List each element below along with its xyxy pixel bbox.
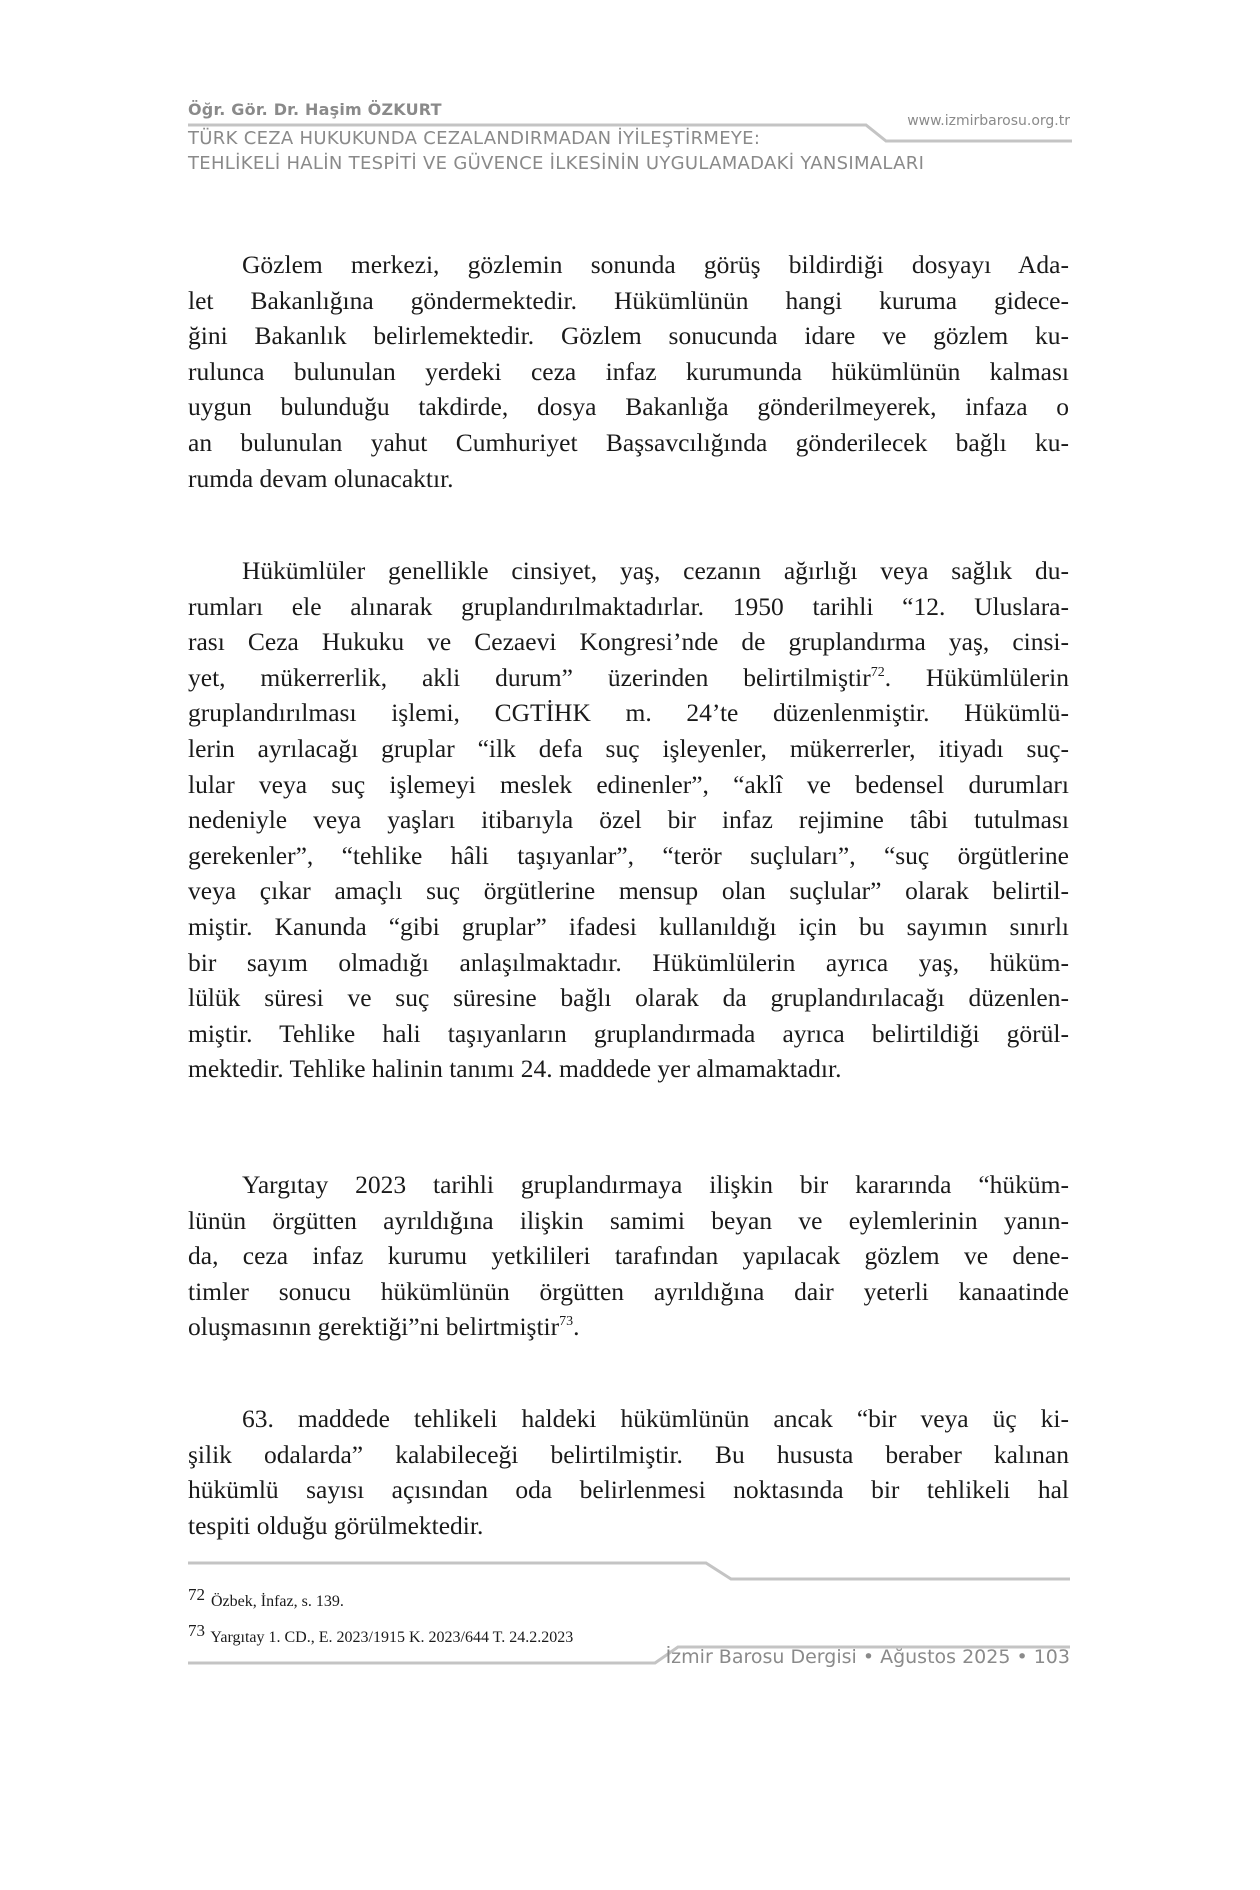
text-line: tespiti olduğu görülmektedir. [188, 1510, 484, 1540]
text-line: da, ceza infaz kurumu yetkilileri tarafından yapılacak gözlem ve dene- [188, 1241, 1069, 1271]
footnote-divider [188, 1563, 1070, 1579]
paragraph-2 [188, 553, 1069, 1087]
paragraph-1 [188, 247, 1069, 496]
text-line: nedeniyle veya yaşları itibarıyla özel bir infaz rejimine tâbi tutulması [188, 805, 1069, 835]
text-line: uygun bulunduğu takdirde, dosya Bakanlığa gönderilmeyerek, infaza o [188, 392, 1069, 422]
text-line: hükümlü sayısı açısından oda belirlenmesi noktasında bir tehlikeli hal [188, 1475, 1069, 1505]
text-line: şilik odalarda” kalabileceği belirtilmiştir. Bu hususta beraber kalınan [188, 1439, 1069, 1469]
text-segment: . Hükümlülerin [884, 662, 1069, 692]
text-line: rası Ceza Hukuku ve Cezaevi Kongresi’nde de gruplandırma yaş, cinsi- [188, 627, 1069, 657]
footnote-ref-73[interactable]: 73 [559, 1314, 574, 1330]
text-line: 63. maddede tehlikeli haldeki hükümlünün ancak “bir veya üç ki- [242, 1404, 1069, 1433]
text-line: lerin ayrılacağı gruplar “ilk defa suç işleyenler, mükerrerler, itiyadı suç- [188, 733, 1069, 763]
text-line: lünün örgütten ayrıldığına ilişkin samimi beyan ve eylemlerinin yanın- [188, 1205, 1069, 1235]
footnote-ref-72[interactable]: 72 [870, 664, 885, 680]
text-segment: . [573, 1312, 580, 1342]
header-title-line-1: TÜRK CEZA HUKUKUNDA CEZALANDIRMADAN İYİLEŞTİRMEYE: [188, 128, 761, 149]
text-line: miştir. Tehlike hali taşıyanların gruplandırmada ayrıca belirtildiği görül- [188, 1018, 1069, 1048]
text-line: veya çıkar amaçlı suç örgütlerine mensup olan suçlular” olarak belirtil- [188, 876, 1069, 906]
footnote-number: 73 [188, 1621, 205, 1640]
text-line: ğini Bakanlık belirlemektedir. Gözlem sonucunda idare ve gözlem ku- [188, 321, 1069, 351]
text-line: gruplandırılması işlemi, CGTİHK m. 24’te düzenlenmiştir. Hükümlü- [188, 698, 1069, 728]
text-line: miştir. Kanunda “gibi gruplar” ifadesi kullanıldığı için bu sayımın sınırlı [188, 911, 1069, 941]
text-segment: oluşmasının gerektiği”ni belirtmiştir [188, 1312, 560, 1342]
text-line: let Bakanlığına göndermektedir. Hükümlünün hangi kuruma gidece- [188, 285, 1069, 315]
page-footer: İzmir Barosu Dergisi • Ağustos 2025 • 103 [665, 1646, 1070, 1668]
header-website: www.izmirbarosu.org.tr [907, 113, 1070, 129]
text-line: bir sayım olmadığı anlaşılmaktadır. Hükümlülerin ayrıca yaş, hüküm- [188, 947, 1069, 977]
text-line: timler sonucu hükümlünün örgütten ayrıldığına dair yeterli kanaatinde [188, 1276, 1069, 1306]
text-line: rumda devam olunacaktır. [188, 463, 454, 493]
text-line: Gözlem merkezi, gözlemin sonunda görüş bildirdiği dosyayı Ada- [242, 250, 1069, 279]
footnote-number: 72 [188, 1585, 205, 1604]
text-line: lular veya suç işlemeyi meslek edinenler”, “aklî ve bedensel durumları [188, 769, 1069, 799]
footnote-text: Yargıtay 1. CD., E. 2023/1915 K. 2023/644 T. 24.2.2023 [210, 1629, 574, 1646]
footnote-72 [188, 1585, 344, 1611]
footnote-73 [188, 1621, 573, 1647]
text-line: mektedir. Tehlike halinin tanımı 24. maddede yer almamaktadır. [188, 1054, 842, 1084]
text-line: gerekenler”, “tehlike hâli taşıyanlar”, “terör suçluları”, “suç örgütlerine [188, 840, 1069, 870]
text-line-with-footnote [188, 660, 1069, 696]
text-line: Hükümlüler genellikle cinsiyet, yaş, cezanın ağırlığı veya sağlık du- [242, 556, 1069, 585]
text-line: an bulunulan yahut Cumhuriyet Başsavcılığında gönderilecek bağlı ku- [188, 427, 1069, 457]
text-line: rumları ele alınarak gruplandırılmaktadırlar. 1950 tarihli “12. Uluslara- [188, 591, 1069, 621]
footnote-text: Özbek, İnfaz, s. 139. [211, 1593, 344, 1610]
text-line: rulunca bulunulan yerdeki ceza infaz kurumunda hükümlünün kalması [188, 356, 1069, 386]
text-line-with-footnote [188, 1309, 1069, 1345]
text-segment: yet, mükerrerlik, akli durum” üzerinden belirtilmiştir [188, 662, 871, 692]
header-title-line-2: TEHLİKELİ HALİN TESPİTİ VE GÜVENCE İLKESİNİN UYGULAMADAKİ YANSIMALARI [188, 153, 925, 174]
text-line: lülük süresi ve suç süresine bağlı olarak da gruplandırılacağı düzenlen- [188, 983, 1069, 1013]
text-line: Yargıtay 2023 tarihli gruplandırmaya ilişkin bir kararında “hüküm- [242, 1170, 1069, 1199]
paragraph-4 [188, 1401, 1069, 1543]
paragraph-3 [188, 1167, 1069, 1345]
header-author: Öğr. Gör. Dr. Haşim ÖZKURT [188, 100, 442, 119]
